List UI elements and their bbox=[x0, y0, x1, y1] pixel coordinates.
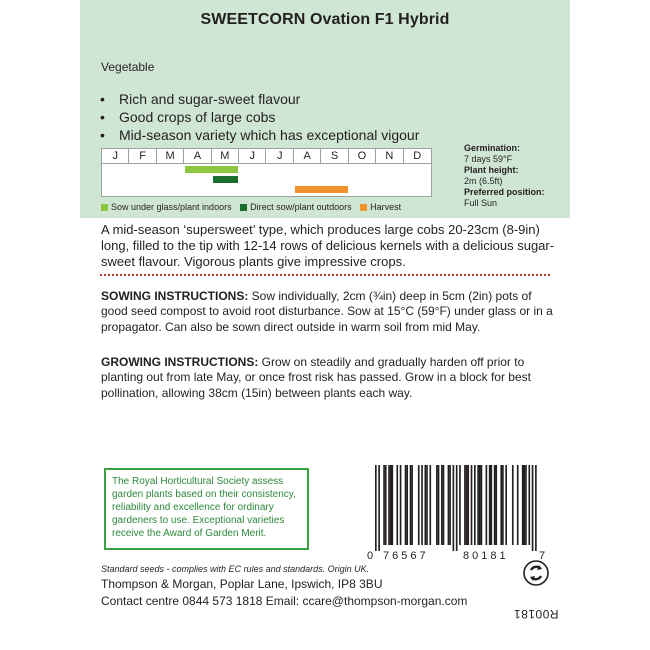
barcode-last-digit: 7 bbox=[539, 550, 546, 562]
calendar-month: O bbox=[349, 149, 376, 164]
barcode-bar bbox=[438, 465, 440, 545]
barcode bbox=[363, 463, 549, 563]
barcode-bar bbox=[388, 465, 390, 545]
barcode-bar bbox=[385, 465, 387, 545]
barcode-bar bbox=[471, 465, 473, 545]
barcode-bar bbox=[418, 465, 420, 545]
height-value: 2m (6.5ft) bbox=[464, 175, 503, 186]
barcode-bar bbox=[474, 465, 476, 545]
barcode-bar bbox=[411, 465, 413, 545]
barcode-bar bbox=[390, 465, 392, 545]
barcode-bar bbox=[479, 465, 481, 545]
barcode-bar bbox=[466, 465, 468, 545]
barcode-bar bbox=[489, 465, 491, 545]
barcode-bar bbox=[400, 465, 402, 545]
barcode-bar bbox=[429, 465, 431, 545]
barcode-bar bbox=[494, 465, 496, 545]
calendar-month: J bbox=[267, 149, 294, 164]
legend-swatch bbox=[101, 204, 108, 211]
barcode-bar bbox=[453, 465, 455, 551]
barcode-bar bbox=[477, 465, 479, 545]
product-title: SWEETCORN Ovation F1 Hybrid bbox=[200, 11, 450, 28]
barcode-right-digits: 80181 bbox=[463, 550, 509, 562]
germination-label: Germination: bbox=[464, 143, 521, 153]
calendar-bar-sow-glass bbox=[185, 166, 238, 173]
barcode-bar bbox=[464, 465, 466, 545]
dotted-divider bbox=[100, 274, 550, 276]
plant-facts bbox=[464, 143, 569, 209]
product-description: A mid-season ‘supersweet’ type, which produces large cobs 20-23cm (8-9in) long, filled to the tip with 12-14 rows of delicious kernels with a delicious sugar-sweet flavour. Vigorous plants give impressive crops. bbox=[101, 222, 555, 269]
barcode-bar bbox=[481, 465, 483, 545]
position-label: Preferred position: bbox=[464, 187, 545, 197]
barcode-bar bbox=[525, 465, 527, 545]
barcode-bar bbox=[456, 465, 458, 551]
calendar-month: D bbox=[413, 150, 422, 162]
legend-direct-sow: Direct sow/plant outdoors bbox=[240, 202, 352, 212]
barcode-bar bbox=[383, 465, 385, 545]
calendar-month: S bbox=[321, 149, 348, 164]
contact-line: Contact centre 0844 573 1818 Email: ccare@thompson-morgan.com bbox=[101, 594, 468, 608]
barcode-bar bbox=[449, 465, 451, 545]
barcode-bar bbox=[522, 465, 524, 545]
standard-seeds-note: Standard seeds - complies with EC rules and standards. Origin UK. bbox=[101, 564, 370, 574]
recycle-icon bbox=[523, 560, 549, 586]
barcode-left-digits: 76567 bbox=[383, 550, 429, 562]
barcode-bar bbox=[375, 465, 377, 551]
growing-instructions bbox=[101, 355, 556, 401]
barcode-bar bbox=[495, 465, 497, 545]
barcode-bar bbox=[505, 465, 507, 545]
product-category: Vegetable bbox=[101, 60, 155, 74]
calendar-month: A bbox=[294, 149, 321, 164]
barcode-bar bbox=[392, 465, 394, 545]
legend-harvest: Harvest bbox=[360, 202, 401, 212]
barcode-bar bbox=[425, 465, 427, 545]
barcode-bar bbox=[528, 465, 530, 545]
barcode-bar bbox=[532, 465, 534, 551]
feature-item: • Good crops of large cobs bbox=[100, 108, 419, 126]
calendar-bar-direct-sow bbox=[213, 176, 238, 183]
barcode-bar bbox=[441, 465, 443, 545]
legend-swatch bbox=[240, 204, 247, 211]
calendar-month: A bbox=[184, 149, 211, 164]
barcode-bar bbox=[443, 465, 445, 545]
legend-sow-glass: Sow under glass/plant indoors bbox=[101, 202, 232, 212]
calendar-month: M bbox=[212, 149, 239, 164]
calendar-month: M bbox=[157, 149, 184, 164]
calendar-month: J bbox=[102, 149, 129, 164]
calendar-month: F bbox=[129, 149, 156, 164]
sowing-text: Sow individually, 2cm (¾in) deep in 5cm (2in) pots of good seed compost to avoid root disturbance. Sow at 15°C (59°F) under glass or in a propagator. Can also be sown direct outside in warm soil from mid May. bbox=[101, 289, 553, 334]
barcode-bar bbox=[459, 465, 461, 545]
barcode-first-digit: 0 bbox=[367, 550, 374, 562]
calendar-bar-harvest bbox=[295, 186, 348, 193]
barcode-bar bbox=[426, 465, 428, 545]
barcode-bar bbox=[491, 465, 493, 545]
barcode-bars bbox=[375, 465, 537, 551]
position-value: Full Sun bbox=[464, 197, 498, 208]
barcode-bar bbox=[405, 465, 407, 545]
barcode-bar bbox=[500, 465, 502, 545]
barcode-bar bbox=[517, 465, 519, 545]
feature-list bbox=[100, 90, 419, 144]
product-code: R00181 bbox=[513, 607, 559, 621]
calendar-legend bbox=[101, 202, 407, 212]
growing-heading: GROWING INSTRUCTIONS: bbox=[101, 355, 259, 369]
feature-item: • Mid-season variety which has exceptional vigour bbox=[100, 126, 419, 144]
feature-item: • Rich and sugar-sweet flavour bbox=[100, 90, 419, 108]
barcode-bar bbox=[406, 465, 408, 545]
barcode-bar bbox=[396, 465, 398, 545]
sowing-calendar bbox=[101, 148, 432, 197]
barcode-bar bbox=[448, 465, 450, 545]
barcode-bar bbox=[502, 465, 504, 545]
barcode-bar bbox=[410, 465, 412, 545]
barcode-bar bbox=[535, 465, 537, 551]
sowing-heading: SOWING INSTRUCTIONS: bbox=[101, 289, 249, 303]
calendar-month: J bbox=[239, 149, 266, 164]
legend-swatch bbox=[360, 204, 367, 211]
barcode-bar bbox=[378, 465, 380, 551]
sowing-instructions bbox=[101, 289, 556, 335]
barcode-bar bbox=[512, 465, 514, 545]
calendar-month: N bbox=[376, 149, 403, 164]
barcode-bar bbox=[524, 465, 526, 545]
barcode-bar bbox=[486, 465, 488, 545]
barcode-bar bbox=[467, 465, 469, 545]
barcode-bar bbox=[436, 465, 438, 545]
seed-packet-back bbox=[80, 0, 570, 650]
calendar-months bbox=[102, 149, 431, 164]
germination-value: 7 days 59°F bbox=[464, 153, 513, 164]
growing-text: Grow on steadily and gradually harden off prior to planting out from late May, or once frost risk has passed. Grow in a block for best pollination, allowing 38cm (15in) between plants each way. bbox=[101, 355, 531, 400]
height-label: Plant height: bbox=[464, 165, 519, 175]
barcode-bar bbox=[421, 465, 423, 545]
company-address: Thompson & Morgan, Poplar Lane, Ipswich, IP8 3BU bbox=[101, 577, 383, 591]
rhs-note-box: The Royal Horticultural Society assess garden plants based on their consistency, reliability and excellence for ordinary gardeners to use. Exceptional varieties receive the Award of Garden Merit. bbox=[104, 468, 309, 550]
